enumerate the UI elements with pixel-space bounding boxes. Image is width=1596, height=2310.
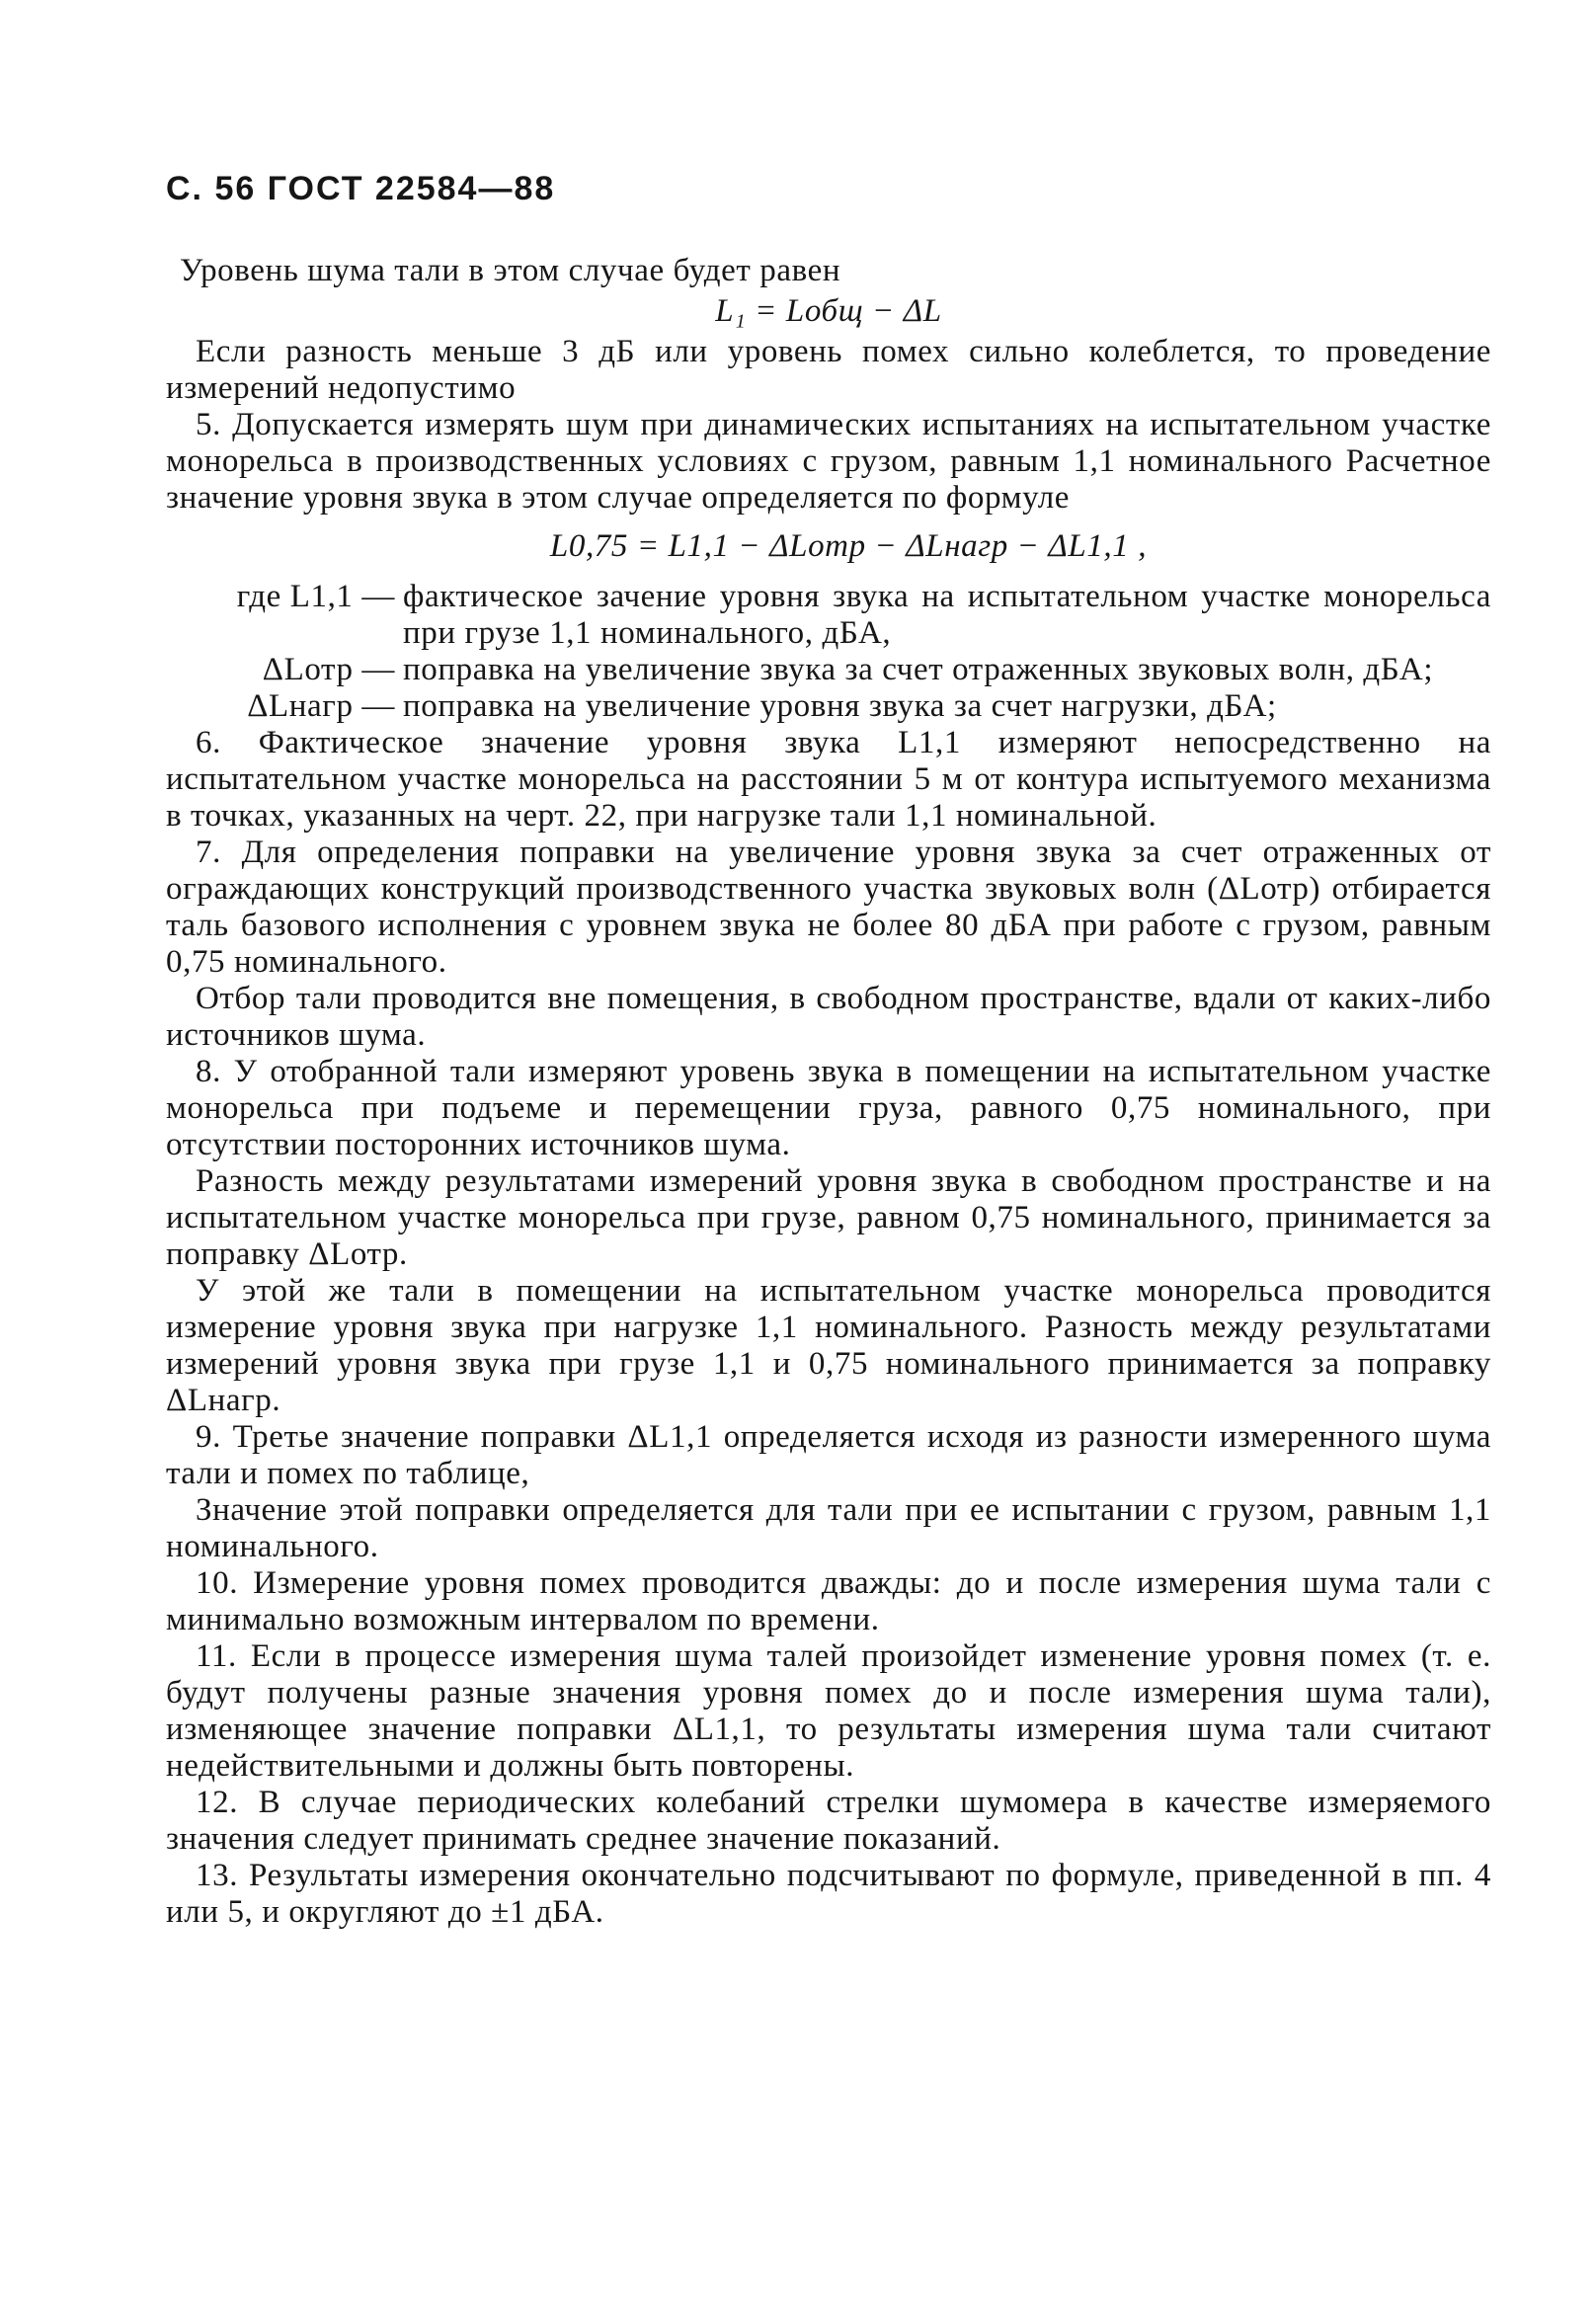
paragraph-item-8-c: У этой же тали в помещении на испытательном участке монорельса проводится измерение уровня звука при нагрузке 1,1 номинального. Разность между результатами измерений уровня звука при грузе 1,1 и 0,75 номинального принимается за поправку ΔLнагр. xyxy=(166,1273,1491,1418)
paragraph-item-8: 8. У отобранной тали измеряют уровень звука в помещении на испытательном участке монорельса при подъеме и перемещении груза, равного 0,75 номинального, при отсутствии посторонних источников шума. xyxy=(166,1054,1491,1162)
formula-sound-level: L0,75 = L1,1 − ΔLотр − ΔLнагр − ΔL1,1 , xyxy=(549,528,1148,564)
paragraph-item-7: 7. Для определения поправки на увеличение уровня звука за счет отраженных от ограждающих конструкций производственного участка звуковых волн (ΔLотр) отбирается таль базового исполнения с уровнем звука не более 80 дБА при работе с грузом, равным 0,75 номинального. xyxy=(166,835,1491,980)
definition-term: где L1,1 — xyxy=(236,579,395,614)
paragraph-item-5: 5. Допускается измерять шум при динамических испытаниях на испытательном участке монорельса в производственных условиях с грузом, равным 1,1 номинального Расчетное значение уровня звука в этом случае определяется по формуле xyxy=(166,407,1491,516)
definition-term: ΔLнагр — xyxy=(247,688,395,724)
definition-row xyxy=(166,579,1491,652)
definition-row xyxy=(166,652,1491,688)
paragraph-noise-level: Уровень шума тали в этом случае будет равен xyxy=(180,253,841,288)
definition-term: ΔLотр — xyxy=(262,652,395,687)
paragraph-item-13: 13. Результаты измерения окончательно подсчитывают по формуле, приведенной в пп. 4 или 5, и округляют до ±1 дБА. xyxy=(166,1858,1491,1930)
definition-desc: фактическое зачение уровня звука на испытательном участке монорельса при грузе 1,1 номинального, дБА, xyxy=(403,579,1491,651)
paragraph-item-9-b: Значение этой поправки определяется для тали при ее испытании с грузом, равным 1,1 номинального. xyxy=(166,1492,1491,1564)
definition-row xyxy=(166,688,1491,725)
paragraph-item-12: 12. В случае периодических колебаний стрелки шумомера в качестве измеряемого значения следует принимать среднее значение показаний. xyxy=(166,1785,1491,1857)
paragraph-item-11: 11. Если в процессе измерения шума талей произойдет изменение уровня помех (т. е. будут получены разные значения уровня помех до и после измерения шума тали), изменяющее значение поправки ΔL1,1, то результаты измерения шума тали считают недействительными и должны быть повторены. xyxy=(166,1638,1491,1784)
paragraph-item-7-b: Отбор тали проводится вне помещения, в свободном пространстве, вдали от каких-либо источников шума. xyxy=(166,981,1491,1053)
definition-desc: поправка на увеличение звука за счет отраженных звуковых волн, дБА; xyxy=(403,652,1434,687)
paragraph-item-9: 9. Третье значение поправки ΔL1,1 определяется исходя из разности измеренного шума тали и помех по таблице, xyxy=(166,1419,1491,1491)
paragraph-item-6: 6. Фактическое значение уровня звука L1,1 измеряют непосредственно на испытательном участке монорельса на расстоянии 5 м от контура испытуемого механизма в точках, указанных на черт. 22, при нагрузке тали 1,1 номинальной. xyxy=(166,725,1491,834)
document-body xyxy=(166,253,1491,1931)
paragraph-item-8-b: Разность между результатами измерений уровня звука в свободном пространстве и на испытательном участке монорельса при грузе, равном 0,75 номинального, принимается за поправку ΔLотр. xyxy=(166,1163,1491,1272)
definitions-list xyxy=(166,579,1491,725)
paragraph-item-10: 10. Измерение уровня помех проводится дважды: до и после измерения шума тали с минимально возможным интервалом по времени. xyxy=(166,1565,1491,1637)
paragraph-difference: Если разность меньше 3 дБ или уровень помех сильно колеблется, то проведение измерений недопустимо xyxy=(166,334,1491,406)
page-header: С. 56 ГОСТ 22584—88 xyxy=(166,170,556,207)
definition-desc: поправка на увеличение уровня звука за счет нагрузки, дБА; xyxy=(403,688,1277,724)
formula-noise-level: L₁ = Lобщ − ΔL xyxy=(715,293,942,329)
